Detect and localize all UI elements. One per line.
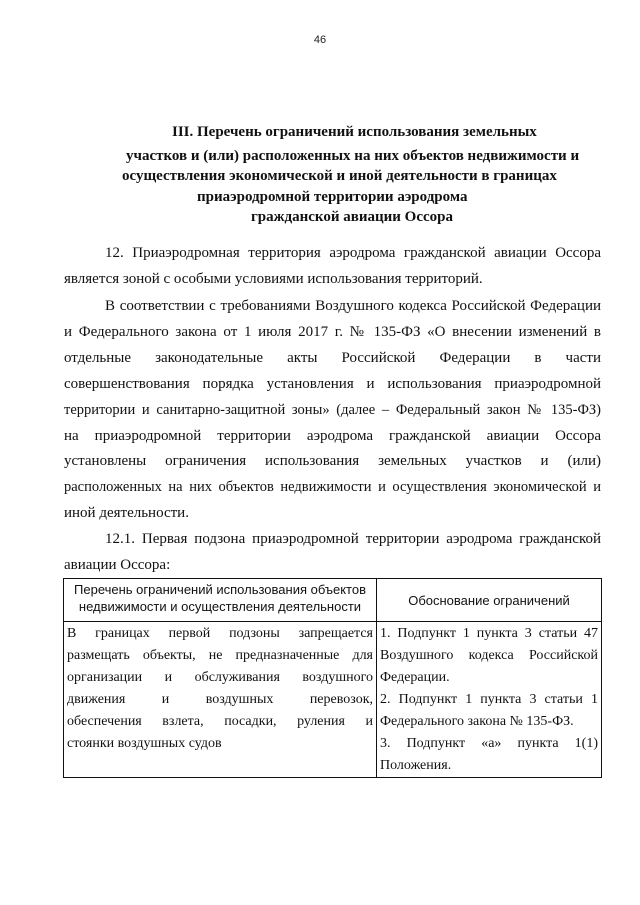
paragraph-line: является зоной с особыми условиями использования территорий.: [64, 271, 483, 287]
cell-line: организации и обслуживания воздушного: [67, 670, 373, 685]
cell-line: обеспечения взлета, посадки, руления и: [67, 714, 373, 729]
cell-line: Федерации.: [380, 670, 450, 685]
table-header-left: [64, 579, 377, 622]
table-row: [64, 622, 602, 778]
heading-line: гражданской авиации Оссора: [251, 209, 454, 225]
paragraph-line: иной деятельности.: [64, 505, 189, 521]
cell-line: 3. Подпункт «а» пункта 1(1): [380, 736, 598, 751]
table-header-right: Обоснование ограничений: [377, 579, 602, 622]
heading-line: III. Перечень ограничений использования земельных: [172, 124, 537, 140]
cell-line: стоянки воздушных судов: [67, 736, 222, 751]
cell-line: В границах первой подзоны запрещается: [67, 626, 373, 641]
paragraph-line: территории и санитарно-защитной зоны» (далее – Федеральный закон № 135-ФЗ): [64, 402, 601, 418]
header-left-line: недвижимости и осуществления деятельности: [78, 599, 362, 614]
restrictions-table: [63, 578, 602, 778]
table-header-row: [64, 579, 602, 622]
paragraph-line: 12.1. Первая подзона приаэродромной территории аэродрома гражданской: [105, 531, 601, 547]
cell-line: Воздушного кодекса Российской: [380, 648, 598, 663]
restriction-cell: [64, 622, 377, 778]
header-left-line: Перечень ограничений использования объектов: [74, 582, 366, 597]
heading-line: участков и (или) расположенных на них объектов недвижимости и: [126, 148, 580, 164]
cell-line: 2. Подпункт 1 пункта 3 статьи 1: [380, 692, 598, 707]
heading-line: осуществления экономической и иной деятельности в границах: [122, 168, 557, 184]
paragraph-line: установлены ограничения использования земельных участков и (или): [64, 453, 601, 469]
page-number: 46: [313, 34, 327, 46]
paragraph-line: авиации Оссора:: [64, 557, 171, 573]
justification-cell: [377, 622, 602, 778]
cell-line: 1. Подпункт 1 пункта 3 статьи 47: [380, 626, 598, 641]
paragraph-line: совершенствования порядка установления и использования приаэродромной: [64, 376, 601, 392]
cell-line: размещать объекты, не предназначенные для: [67, 648, 373, 663]
paragraph-line: В соответствии с требованиями Воздушного кодекса Российской Федерации: [105, 298, 601, 314]
paragraph-line: отдельные законодательные акты Российской Федерации в части: [64, 350, 601, 366]
paragraph-line: и Федерального закона от 1 июля 2017 г. № 135-ФЗ «О внесении изменений в: [64, 324, 601, 340]
cell-line: движения и воздушных перевозок,: [67, 692, 373, 707]
paragraph-line: на приаэродромной территории аэродрома гражданской авиации Оссора: [64, 428, 601, 444]
heading-line: приаэродромной территории аэродрома: [197, 189, 468, 205]
cell-line: Положения.: [380, 758, 452, 773]
paragraph-line: 12. Приаэродромная территория аэродрома гражданской авиации Оссора: [105, 245, 601, 261]
paragraph-line: расположенных на них объектов недвижимости и осуществления экономической и: [64, 479, 601, 495]
cell-line: Федерального закона № 135-ФЗ.: [380, 714, 574, 729]
